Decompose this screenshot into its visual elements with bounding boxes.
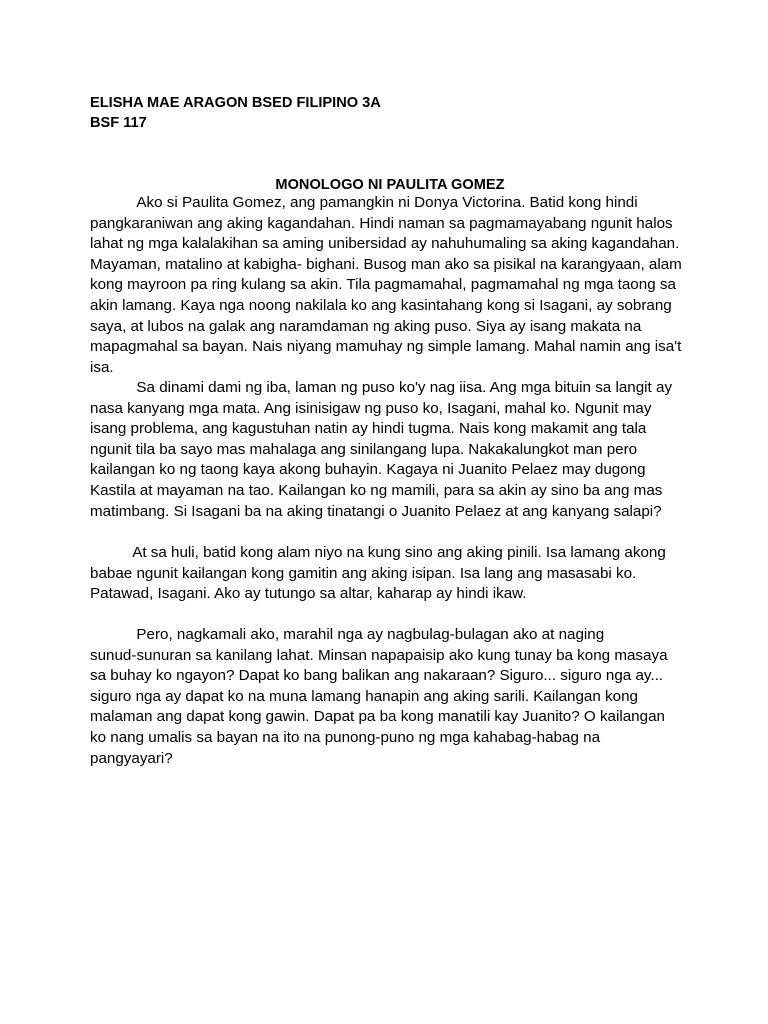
text-line: At sa huli, batid kong alam niyo na kung sino ang aking pinili. Isa lamang akong	[90, 544, 666, 561]
text-line: sa buhay ko ngayon? Dapat ko bang balikan ang nakaraan? Siguro... siguro nga ay...	[90, 667, 664, 685]
author-name-line: ELISHA MAE ARAGON BSED FILIPINO 3A	[90, 95, 381, 111]
text-line: lahat ng mga kalalakihan sa aming unibersidad ay nahuhumaling sa aking kagandahan.	[90, 235, 680, 253]
text-line: Pero, nagkamali ako, marahil nga ay nagbulag-bulagan ako at naging	[90, 626, 605, 643]
text-line: malaman ang dapat kong gawin. Dapat pa ba kong manatili kay Juanito? O kailangan	[90, 708, 665, 726]
paragraph-3	[90, 543, 690, 605]
text-line: pangyayari?	[90, 749, 173, 767]
text-line: Ako si Paulita Gomez, ang pamangkin ni Donya Victorina. Batid kong hindi	[90, 194, 638, 211]
text-line: isa.	[90, 358, 114, 376]
paragraph-2	[90, 378, 690, 522]
text-line: ko nang umalis sa bayan na ito na punong-puno ng mga kahabag-habag na	[90, 728, 601, 746]
course-code-line: BSF 117	[90, 115, 147, 132]
text-line: akin lamang. Kaya nga noong nakilala ko ang kasintahang kong si Isagani, ay sobrang	[90, 296, 672, 314]
text-line: siguro nga ay dapat ko na muna lamang hanapin ang aking sarili. Kailangan kong	[90, 687, 638, 705]
document-title: MONOLOGO NI PAULITA GOMEZ	[275, 177, 505, 193]
text-line: Mayaman, matalino at kabigha- bighani. Busog man ako sa pisikal na karangyaan, alam	[90, 255, 682, 273]
text-line: babae ngunit kailangan kong gamitin ang aking isipan. Isa lang ang masasabi ko.	[90, 564, 637, 582]
text-line: matimbang. Si Isagani ba na aking tinatangi o Juanito Pelaez at ang kanyang salapi?	[90, 502, 662, 520]
text-line: saya, at lubos na galak ang naramdaman ng aking puso. Siya ay isang makata na	[90, 317, 642, 335]
text-line: Kastila at mayaman na tao. Kailangan ko ng mamili, para sa akin ay sino ba ang mas	[90, 481, 663, 499]
text-line: Patawad, Isagani. Ako ay tutungo sa altar, kaharap ay hindi ikaw.	[90, 585, 527, 603]
author-header	[90, 93, 381, 134]
text-line: Sa dinami dami ng iba, laman ng puso ko'y nag iisa. Ang mga bituin sa langit ay	[90, 379, 673, 396]
text-line: mapagmahal sa bayan. Nais niyang mamuhay ng simple lamang. Mahal namin ang isa't	[90, 338, 682, 356]
paragraph-4	[90, 625, 690, 769]
text-line: pangkaraniwan ang aking kagandahan. Hindi naman sa pagmamayabang ngunit halos	[90, 214, 673, 232]
text-line: ngunit tila ba sayo mas mahalaga ang sinilangang lupa. Nakakalungkot man pero	[90, 440, 638, 458]
text-line: kailangan ko ng taong kaya akong buhayin. Kagaya ni Juanito Pelaez may dugong	[90, 461, 646, 479]
paragraph-1	[90, 193, 690, 378]
text-line: sunud-sunuran sa kanilang lahat. Minsan napapaisip ako kung tunay ba kong masaya	[90, 646, 668, 664]
text-line: kong mayroon pa ring kulang sa akin. Tila pagmamahal, pagmamahal ng mga taong sa	[90, 276, 676, 294]
text-line: nasa kanyang mga mata. Ang isinisigaw ng puso ko, Isagani, mahal ko. Ngunit may	[90, 399, 652, 417]
text-line: isang problema, ang kagustuhan natin ay hindi tugma. Nais kong makamit ang tala	[90, 420, 647, 438]
